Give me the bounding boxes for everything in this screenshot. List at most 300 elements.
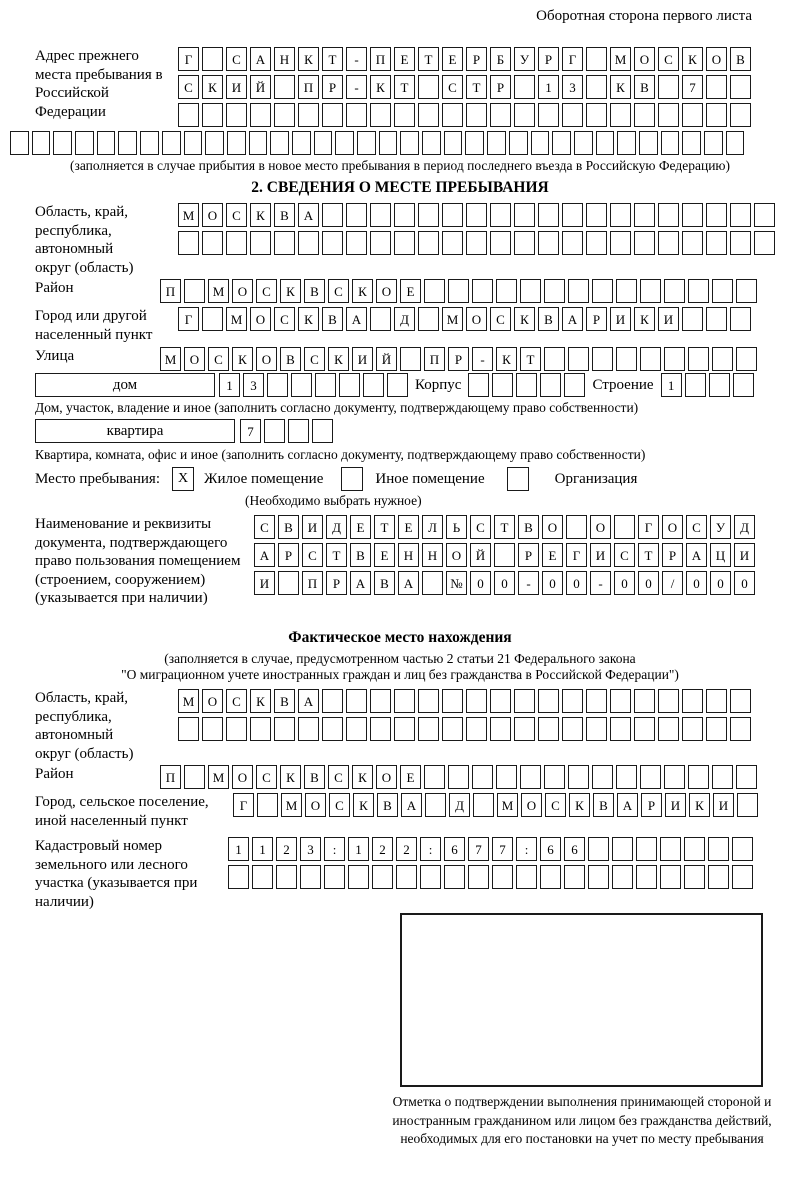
char-box[interactable] — [418, 203, 439, 227]
char-box[interactable]: А — [298, 203, 319, 227]
char-box[interactable]: К — [682, 47, 703, 71]
char-box[interactable]: С — [274, 307, 295, 331]
char-box[interactable] — [562, 689, 583, 713]
char-box[interactable]: П — [298, 75, 319, 99]
char-box[interactable]: Д — [326, 515, 347, 539]
char-box[interactable]: 6 — [564, 837, 585, 861]
char-box[interactable]: Д — [394, 307, 415, 331]
char-box[interactable] — [514, 75, 535, 99]
char-box[interactable]: В — [374, 571, 395, 595]
char-box[interactable]: Е — [400, 765, 421, 789]
char-box[interactable]: П — [424, 347, 445, 371]
char-box[interactable]: А — [562, 307, 583, 331]
char-box[interactable] — [614, 515, 635, 539]
char-box[interactable]: Р — [466, 47, 487, 71]
char-box[interactable]: С — [614, 543, 635, 567]
char-box[interactable]: О — [466, 307, 487, 331]
char-box[interactable]: 2 — [276, 837, 297, 861]
char-box[interactable] — [468, 373, 489, 397]
char-box[interactable] — [249, 131, 268, 155]
char-box[interactable]: В — [518, 515, 539, 539]
char-box[interactable] — [298, 717, 319, 741]
char-box[interactable]: К — [328, 347, 349, 371]
char-box[interactable] — [264, 419, 285, 443]
char-box[interactable] — [634, 203, 655, 227]
char-box[interactable] — [370, 717, 391, 741]
char-box[interactable]: О — [662, 515, 683, 539]
char-box[interactable]: К — [232, 347, 253, 371]
char-box[interactable] — [639, 131, 658, 155]
char-box[interactable] — [274, 75, 295, 99]
char-box[interactable]: 0 — [494, 571, 515, 595]
char-box[interactable]: Р — [326, 571, 347, 595]
char-box[interactable] — [357, 131, 376, 155]
char-box[interactable] — [586, 75, 607, 99]
char-box[interactable]: А — [686, 543, 707, 567]
char-box[interactable]: О — [232, 765, 253, 789]
char-box[interactable] — [658, 717, 679, 741]
char-box[interactable]: К — [514, 307, 535, 331]
char-box[interactable] — [564, 373, 585, 397]
char-box[interactable] — [205, 131, 224, 155]
char-box[interactable] — [346, 689, 367, 713]
char-box[interactable] — [736, 279, 757, 303]
char-box[interactable] — [226, 717, 247, 741]
char-box[interactable] — [640, 765, 661, 789]
char-box[interactable] — [685, 373, 706, 397]
char-box[interactable] — [226, 231, 247, 255]
char-box[interactable] — [664, 347, 685, 371]
char-box[interactable]: Р — [448, 347, 469, 371]
char-box[interactable] — [32, 131, 51, 155]
char-box[interactable] — [346, 231, 367, 255]
char-box[interactable]: Т — [418, 47, 439, 71]
char-box[interactable]: 0 — [614, 571, 635, 595]
char-box[interactable] — [588, 865, 609, 889]
char-box[interactable] — [418, 231, 439, 255]
char-box[interactable]: / — [662, 571, 683, 595]
char-box[interactable]: Н — [422, 543, 443, 567]
char-box[interactable]: К — [352, 765, 373, 789]
char-box[interactable]: К — [298, 307, 319, 331]
char-box[interactable]: С — [226, 203, 247, 227]
char-box[interactable] — [636, 837, 657, 861]
char-box[interactable] — [658, 689, 679, 713]
char-box[interactable] — [706, 717, 727, 741]
char-box[interactable] — [444, 865, 465, 889]
char-box[interactable] — [562, 231, 583, 255]
char-box[interactable]: О — [305, 793, 326, 817]
char-box[interactable]: С — [490, 307, 511, 331]
char-box[interactable] — [682, 307, 703, 331]
char-box[interactable]: И — [734, 543, 755, 567]
char-box[interactable] — [616, 765, 637, 789]
char-box[interactable] — [422, 571, 443, 595]
char-box[interactable]: К — [370, 75, 391, 99]
char-box[interactable]: : — [324, 837, 345, 861]
char-box[interactable]: О — [250, 307, 271, 331]
char-box[interactable]: М — [178, 689, 199, 713]
char-box[interactable]: П — [160, 765, 181, 789]
char-box[interactable] — [278, 571, 299, 595]
char-box[interactable] — [496, 279, 517, 303]
char-box[interactable] — [658, 231, 679, 255]
char-box[interactable]: Ь — [446, 515, 467, 539]
char-box[interactable] — [682, 231, 703, 255]
checkbox-organization[interactable] — [507, 467, 529, 491]
char-box[interactable] — [712, 765, 733, 789]
char-box[interactable] — [322, 689, 343, 713]
char-box[interactable] — [418, 75, 439, 99]
char-box[interactable]: В — [304, 765, 325, 789]
char-box[interactable] — [292, 131, 311, 155]
char-box[interactable] — [636, 865, 657, 889]
char-box[interactable]: 3 — [243, 373, 264, 397]
char-box[interactable] — [468, 865, 489, 889]
char-box[interactable]: О — [542, 515, 563, 539]
char-box[interactable]: 0 — [710, 571, 731, 595]
char-box[interactable] — [420, 865, 441, 889]
char-box[interactable] — [592, 765, 613, 789]
char-box[interactable] — [466, 689, 487, 713]
char-box[interactable] — [298, 231, 319, 255]
char-box[interactable] — [661, 131, 680, 155]
char-box[interactable] — [315, 373, 336, 397]
char-box[interactable] — [514, 717, 535, 741]
char-box[interactable]: С — [686, 515, 707, 539]
char-box[interactable] — [616, 279, 637, 303]
char-box[interactable]: С — [304, 347, 325, 371]
char-box[interactable] — [730, 717, 751, 741]
char-box[interactable]: - — [518, 571, 539, 595]
char-box[interactable] — [566, 515, 587, 539]
char-box[interactable] — [448, 279, 469, 303]
char-box[interactable] — [617, 131, 636, 155]
char-box[interactable] — [612, 865, 633, 889]
char-box[interactable] — [562, 103, 583, 127]
char-box[interactable] — [322, 203, 343, 227]
char-box[interactable] — [394, 231, 415, 255]
char-box[interactable] — [712, 279, 733, 303]
char-box[interactable] — [754, 203, 775, 227]
checkbox-other-premises[interactable] — [341, 467, 363, 491]
char-box[interactable] — [538, 231, 559, 255]
char-box[interactable] — [684, 837, 705, 861]
char-box[interactable]: С — [442, 75, 463, 99]
char-box[interactable]: К — [250, 689, 271, 713]
char-box[interactable]: А — [401, 793, 422, 817]
char-box[interactable] — [586, 717, 607, 741]
char-box[interactable] — [370, 689, 391, 713]
char-box[interactable] — [227, 131, 246, 155]
char-box[interactable] — [396, 865, 417, 889]
char-box[interactable]: Ц — [710, 543, 731, 567]
char-box[interactable]: Й — [470, 543, 491, 567]
char-box[interactable] — [418, 103, 439, 127]
char-box[interactable]: Н — [398, 543, 419, 567]
char-box[interactable] — [733, 373, 754, 397]
char-box[interactable] — [394, 103, 415, 127]
char-box[interactable]: С — [254, 515, 275, 539]
char-box[interactable] — [538, 203, 559, 227]
char-box[interactable]: 3 — [300, 837, 321, 861]
char-box[interactable] — [688, 279, 709, 303]
char-box[interactable] — [634, 103, 655, 127]
char-box[interactable] — [706, 231, 727, 255]
char-box[interactable] — [274, 103, 295, 127]
char-box[interactable]: 0 — [542, 571, 563, 595]
char-box[interactable]: Е — [442, 47, 463, 71]
char-box[interactable] — [660, 837, 681, 861]
char-box[interactable] — [324, 865, 345, 889]
char-box[interactable]: В — [350, 543, 371, 567]
char-box[interactable]: Е — [374, 543, 395, 567]
char-box[interactable]: И — [658, 307, 679, 331]
char-box[interactable] — [592, 347, 613, 371]
char-box[interactable]: - — [346, 75, 367, 99]
char-box[interactable] — [586, 203, 607, 227]
char-box[interactable]: А — [250, 47, 271, 71]
char-box[interactable] — [726, 131, 745, 155]
char-box[interactable]: П — [302, 571, 323, 595]
char-box[interactable]: Р — [641, 793, 662, 817]
char-box[interactable]: К — [610, 75, 631, 99]
char-box[interactable]: О — [376, 765, 397, 789]
char-box[interactable] — [586, 689, 607, 713]
char-box[interactable]: К — [689, 793, 710, 817]
char-box[interactable] — [514, 231, 535, 255]
char-box[interactable] — [312, 419, 333, 443]
char-box[interactable]: О — [521, 793, 542, 817]
char-box[interactable]: Т — [394, 75, 415, 99]
char-box[interactable] — [586, 103, 607, 127]
char-box[interactable] — [737, 793, 758, 817]
char-box[interactable] — [706, 689, 727, 713]
char-box[interactable] — [394, 689, 415, 713]
char-box[interactable] — [379, 131, 398, 155]
char-box[interactable]: 2 — [396, 837, 417, 861]
char-box[interactable]: 1 — [252, 837, 273, 861]
char-box[interactable] — [736, 347, 757, 371]
char-box[interactable]: Е — [400, 279, 421, 303]
char-box[interactable] — [322, 103, 343, 127]
char-box[interactable]: - — [472, 347, 493, 371]
char-box[interactable] — [363, 373, 384, 397]
char-box[interactable]: Г — [562, 47, 583, 71]
char-box[interactable]: К — [496, 347, 517, 371]
char-box[interactable] — [442, 689, 463, 713]
char-box[interactable]: Б — [490, 47, 511, 71]
char-box[interactable] — [370, 103, 391, 127]
char-box[interactable]: С — [545, 793, 566, 817]
char-box[interactable]: Р — [538, 47, 559, 71]
char-box[interactable] — [544, 347, 565, 371]
char-box[interactable]: В — [322, 307, 343, 331]
char-box[interactable] — [250, 231, 271, 255]
char-box[interactable] — [394, 717, 415, 741]
char-box[interactable] — [640, 279, 661, 303]
char-box[interactable]: 1 — [348, 837, 369, 861]
char-box[interactable]: Т — [520, 347, 541, 371]
char-box[interactable] — [418, 717, 439, 741]
char-box[interactable] — [586, 231, 607, 255]
char-box[interactable] — [704, 131, 723, 155]
char-box[interactable] — [688, 765, 709, 789]
char-box[interactable]: 6 — [444, 837, 465, 861]
char-box[interactable] — [616, 347, 637, 371]
char-box[interactable]: А — [346, 307, 367, 331]
char-box[interactable]: М — [442, 307, 463, 331]
char-box[interactable]: В — [593, 793, 614, 817]
char-box[interactable]: Т — [638, 543, 659, 567]
char-box[interactable]: А — [254, 543, 275, 567]
char-box[interactable] — [346, 203, 367, 227]
char-box[interactable]: 0 — [686, 571, 707, 595]
char-box[interactable]: - — [590, 571, 611, 595]
char-box[interactable] — [514, 103, 535, 127]
char-box[interactable] — [712, 347, 733, 371]
char-box[interactable]: Г — [638, 515, 659, 539]
char-box[interactable]: 7 — [240, 419, 261, 443]
char-box[interactable]: О — [184, 347, 205, 371]
char-box[interactable] — [568, 765, 589, 789]
char-box[interactable]: В — [280, 347, 301, 371]
char-box[interactable]: М — [208, 765, 229, 789]
char-box[interactable] — [736, 765, 757, 789]
char-box[interactable] — [730, 231, 751, 255]
char-box[interactable] — [422, 131, 441, 155]
char-box[interactable]: Р — [490, 75, 511, 99]
char-box[interactable] — [568, 279, 589, 303]
char-box[interactable] — [394, 203, 415, 227]
char-box[interactable] — [274, 231, 295, 255]
char-box[interactable]: И — [302, 515, 323, 539]
char-box[interactable]: М — [497, 793, 518, 817]
char-box[interactable]: 2 — [372, 837, 393, 861]
char-box[interactable]: : — [420, 837, 441, 861]
char-box[interactable]: Р — [586, 307, 607, 331]
char-box[interactable] — [466, 103, 487, 127]
char-box[interactable] — [531, 131, 550, 155]
char-box[interactable] — [640, 347, 661, 371]
char-box[interactable] — [487, 131, 506, 155]
char-box[interactable] — [596, 131, 615, 155]
char-box[interactable] — [538, 689, 559, 713]
char-box[interactable]: С — [658, 47, 679, 71]
char-box[interactable] — [418, 689, 439, 713]
char-box[interactable] — [322, 717, 343, 741]
char-box[interactable] — [682, 103, 703, 127]
char-box[interactable]: № — [446, 571, 467, 595]
char-box[interactable] — [706, 75, 727, 99]
char-box[interactable]: И — [226, 75, 247, 99]
char-box[interactable] — [494, 543, 515, 567]
char-box[interactable] — [10, 131, 29, 155]
char-box[interactable] — [267, 373, 288, 397]
char-box[interactable]: 0 — [470, 571, 491, 595]
char-box[interactable] — [490, 689, 511, 713]
char-box[interactable] — [664, 765, 685, 789]
char-box[interactable] — [442, 203, 463, 227]
char-box[interactable] — [465, 131, 484, 155]
char-box[interactable]: 7 — [468, 837, 489, 861]
char-box[interactable] — [425, 793, 446, 817]
char-box[interactable]: Г — [566, 543, 587, 567]
char-box[interactable] — [75, 131, 94, 155]
char-box[interactable] — [730, 307, 751, 331]
char-box[interactable] — [335, 131, 354, 155]
char-box[interactable]: Т — [322, 47, 343, 71]
char-box[interactable]: О — [634, 47, 655, 71]
char-box[interactable]: Г — [233, 793, 254, 817]
char-box[interactable]: О — [590, 515, 611, 539]
char-box[interactable]: О — [202, 689, 223, 713]
char-box[interactable] — [202, 717, 223, 741]
char-box[interactable] — [448, 765, 469, 789]
char-box[interactable]: В — [274, 689, 295, 713]
char-box[interactable] — [544, 279, 565, 303]
char-box[interactable]: Р — [662, 543, 683, 567]
char-box[interactable] — [658, 103, 679, 127]
char-box[interactable]: В — [377, 793, 398, 817]
char-box[interactable] — [257, 793, 278, 817]
char-box[interactable] — [612, 837, 633, 861]
char-box[interactable] — [520, 279, 541, 303]
char-box[interactable]: С — [226, 689, 247, 713]
char-box[interactable] — [492, 373, 513, 397]
char-box[interactable]: М — [178, 203, 199, 227]
char-box[interactable] — [514, 689, 535, 713]
char-box[interactable] — [709, 373, 730, 397]
char-box[interactable]: М — [226, 307, 247, 331]
char-box[interactable]: К — [250, 203, 271, 227]
char-box[interactable] — [178, 717, 199, 741]
char-box[interactable] — [610, 717, 631, 741]
char-box[interactable]: К — [202, 75, 223, 99]
char-box[interactable] — [442, 103, 463, 127]
char-box[interactable]: В — [730, 47, 751, 71]
char-box[interactable] — [348, 865, 369, 889]
char-box[interactable]: 7 — [682, 75, 703, 99]
char-box[interactable]: И — [610, 307, 631, 331]
char-box[interactable]: С — [256, 765, 277, 789]
char-box[interactable]: Р — [322, 75, 343, 99]
char-box[interactable]: Т — [466, 75, 487, 99]
char-box[interactable]: Й — [376, 347, 397, 371]
char-box[interactable]: Т — [326, 543, 347, 567]
char-box[interactable] — [473, 793, 494, 817]
char-box[interactable] — [252, 865, 273, 889]
char-box[interactable]: И — [665, 793, 686, 817]
char-box[interactable]: И — [590, 543, 611, 567]
char-box[interactable] — [544, 765, 565, 789]
char-box[interactable] — [400, 131, 419, 155]
char-box[interactable] — [370, 231, 391, 255]
char-box[interactable] — [322, 231, 343, 255]
char-box[interactable] — [540, 865, 561, 889]
char-box[interactable] — [314, 131, 333, 155]
char-box[interactable] — [732, 837, 753, 861]
char-box[interactable] — [250, 103, 271, 127]
char-box[interactable]: С — [470, 515, 491, 539]
char-box[interactable] — [516, 373, 537, 397]
char-box[interactable] — [610, 689, 631, 713]
char-box[interactable] — [706, 103, 727, 127]
char-box[interactable]: С — [256, 279, 277, 303]
char-box[interactable]: К — [280, 765, 301, 789]
char-box[interactable] — [466, 203, 487, 227]
char-box[interactable] — [418, 307, 439, 331]
